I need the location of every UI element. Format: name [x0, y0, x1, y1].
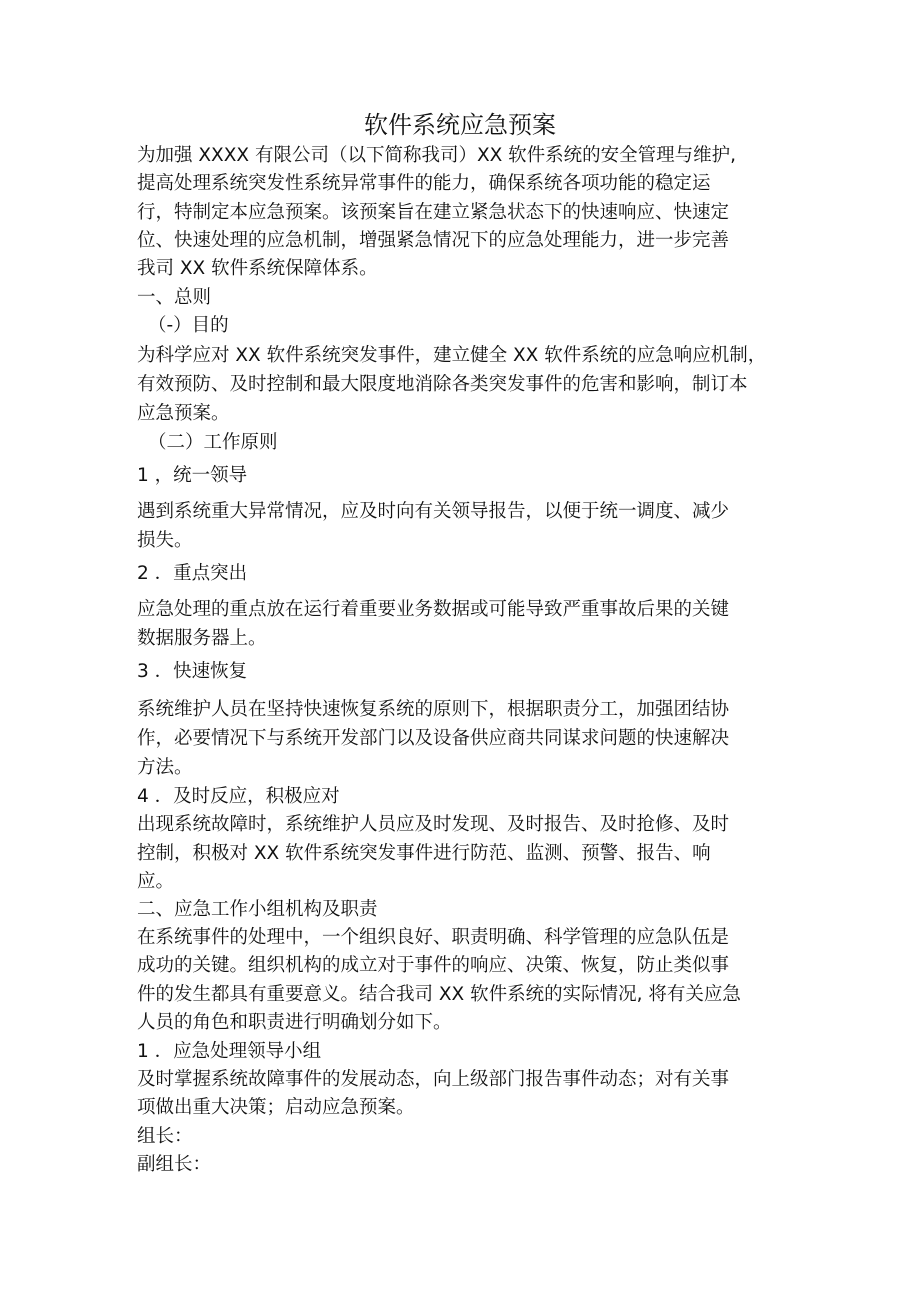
section-heading-general: 一、总则	[137, 287, 212, 308]
intro-line-3: 行，特制定本应急预案。该预案旨在建立紧急状态下的快速响应、快速定	[137, 202, 730, 223]
principle-3-line-3: 方法。	[137, 757, 193, 778]
principle-1-line-1: 遇到系统重大异常情况，应及时向有关领导报告，以便于统一调度、减少	[137, 501, 730, 522]
intro-line-4: 位、快速处理的应急机制，增强紧急情况下的应急处理能力，进一步完善	[137, 230, 730, 251]
principle-3-line-1: 系统维护人员在坚持快速恢复系统的原则下，根据职责分工，加强团结协	[137, 699, 730, 720]
principle-1-heading: 1 ，统一领导	[137, 465, 248, 486]
document-title: 软件系统应急预案	[364, 111, 556, 139]
team-line-2: 成功的关键。组织机构的成立对于事件的响应、决策、恢复，防止类似事	[137, 955, 730, 976]
leadership-group-line-2: 项做出重大决策；启动应急预案。	[137, 1097, 415, 1118]
principle-2-line-1: 应急处理的重点放在运行着重要业务数据或可能导致严重事故后果的关键	[137, 599, 730, 620]
leader-label: 组长：	[137, 1126, 193, 1147]
principle-4-line-2: 控制，积极对 XX 软件系统突发事件进行防范、监测、预警、报告、响	[137, 843, 711, 864]
deputy-leader-label: 副组长：	[137, 1154, 212, 1175]
team-line-3: 件的发生都具有重要意义。结合我司 XX 软件系统的实际情况, 将有关应急	[137, 984, 741, 1005]
principle-3-heading: 3 ．快速恢复	[137, 661, 248, 682]
subsection-heading-principles: （二）工作原则	[148, 432, 278, 453]
principle-4-heading: 4 ．及时反应，积极应对	[137, 786, 340, 807]
leadership-group-line-1: 及时掌握系统故障事件的发展动态，向上级部门报告事件动态；对有关事	[137, 1069, 730, 1090]
principle-2-line-2: 数据服务器上。	[137, 628, 267, 649]
subsection-heading-purpose: （-）目的	[148, 315, 229, 336]
principle-4-line-1: 出现系统故障时，系统维护人员应及时发现、及时报告、及时抢修、及时	[137, 814, 730, 835]
team-line-1: 在系统事件的处理中，一个组织良好、职责明确、科学管理的应急队伍是	[137, 927, 730, 948]
principle-1-line-2: 损失。	[137, 530, 193, 551]
intro-line-2: 提高处理系统突发性系统异常事件的能力，确保系统各项功能的稳定运	[137, 173, 711, 194]
principle-4-line-3: 应。	[137, 871, 175, 892]
principle-3-line-2: 作，必要情况下与系统开发部门以及设备供应商共同谋求问题的快速解决	[137, 728, 730, 749]
intro-line-5: 我司 XX 软件系统保障体系。	[137, 258, 378, 279]
leadership-group-heading: 1 ．应急处理领导小组	[137, 1041, 322, 1062]
purpose-line-2: 有效预防、及时控制和最大限度地消除各类突发事件的危害和影响，制订本	[137, 374, 748, 395]
principle-2-heading: 2 ．重点突出	[137, 563, 248, 584]
intro-line-1: 为加强 XXXX 有限公司（以下简称我司）XX 软件系统的安全管理与维护,	[137, 145, 737, 166]
purpose-line-3: 应急预案。	[137, 403, 230, 424]
purpose-line-1: 为科学应对 XX 软件系统突发事件，建立健全 XX 软件系统的应急响应机制，	[137, 345, 767, 366]
section-heading-team: 二、应急工作小组机构及职责	[137, 899, 378, 920]
team-line-4: 人员的角色和职责进行明确划分如下。	[137, 1012, 452, 1033]
